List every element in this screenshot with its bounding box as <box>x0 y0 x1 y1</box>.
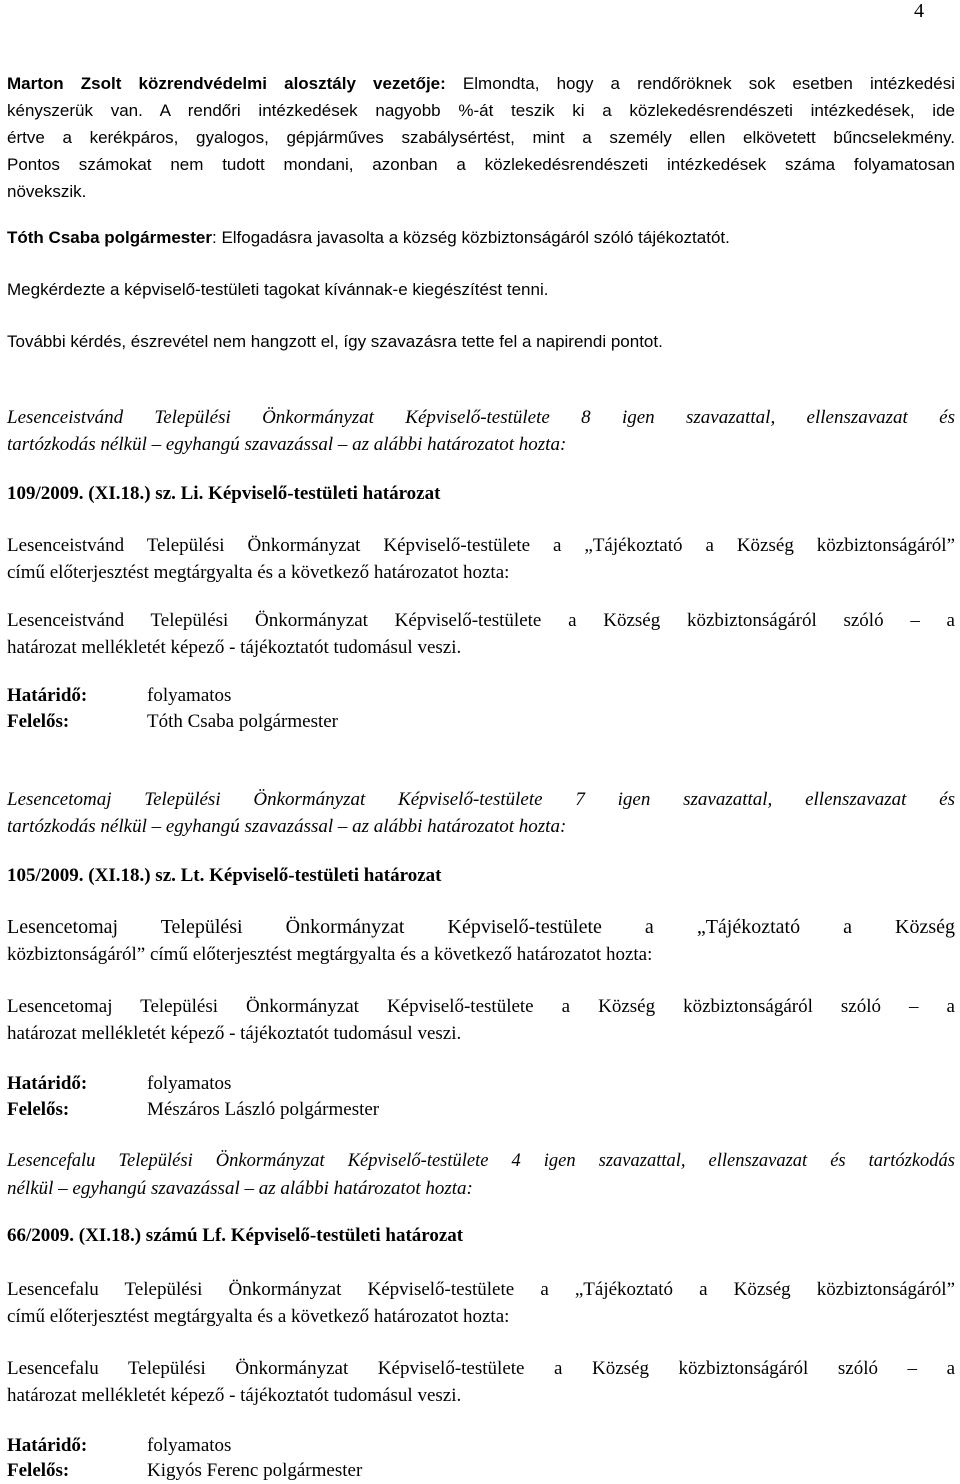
responsible-value: Mészáros László polgármester <box>147 1099 380 1120</box>
vote-call-paragraph: További kérdés, észrevétel nem hangzott el, így szavazásra tette fel a napirendi pontot. <box>7 332 663 351</box>
deadline-label: Határidő: <box>7 1435 88 1456</box>
vote-statement-lesencetomaj <box>7 786 955 840</box>
responsible-value: Tóth Csaba polgármester <box>147 711 339 732</box>
resolution-title: 66/2009. (XI.18.) számú Lf. Képviselő-testületi határozat <box>7 1225 464 1246</box>
vote-line: tartózkodás nélkül – egyhangú szavazással – az alábbi határozatot hozta: <box>7 816 567 837</box>
deadline-row <box>7 1070 231 1097</box>
resolution-line: Lesenceistvánd Települési Önkormányzat Képviselő-testülete a „Tájékoztató a Község közbiztonságáról” <box>7 535 955 556</box>
responsible-row <box>7 708 338 735</box>
resolution-decision <box>7 1355 955 1409</box>
speech-marton-zsolt <box>7 70 955 205</box>
resolution-line: Lesencetomaj Települési Önkormányzat Képviselő-testülete a Község közbiztonságáról szóló – a <box>7 996 955 1017</box>
vote-statement-lesencefalu <box>7 1148 955 1202</box>
responsible-label: Felelős: <box>7 711 70 732</box>
speech-line <box>7 70 955 97</box>
deadline-row <box>7 1432 231 1459</box>
deadline-label: Határidő: <box>7 685 88 706</box>
resolution-line: című előterjesztést megtárgyalta és a következő határozatot hozta: <box>7 562 510 583</box>
speech-line: értve a kerékpáros, gyalogos, gépjárműves szabálysértést, mint a személy ellen elkövetett bűncselekmény. <box>7 128 955 147</box>
deadline-label: Határidő: <box>7 1073 88 1094</box>
vote-line: nélkül – egyhangú szavazással – az alábbi határozatot hozta: <box>7 1178 473 1199</box>
resolution-line: Lesencefalu Települési Önkormányzat Képviselő-testülete a „Tájékoztató a Község közbiztonságáról” <box>7 1279 955 1300</box>
speaker-name: Marton Zsolt közrendvédelmi alosztály vezetője: <box>7 74 446 93</box>
vote-line: Lesencefalu Települési Önkormányzat Képviselő-testülete 4 igen szavazattal, ellenszavazat és tartózkodás <box>7 1151 955 1171</box>
vote-statement-lesenceistvand <box>7 404 955 458</box>
resolution-title: 105/2009. (XI.18.) sz. Lt. Képviselő-testületi határozat <box>7 865 442 886</box>
resolution-preamble <box>7 914 955 968</box>
speech-toth-csaba <box>7 224 955 251</box>
deadline-value: folyamatos <box>147 685 232 706</box>
resolution-line: közbiztonságáról” című előterjesztést megtárgyalta és a következő határozatot hozta: <box>7 944 653 965</box>
speech-text: : Elfogadásra javasolta a község közbiztonságáról szóló tájékoztatót. <box>212 228 730 247</box>
resolution-preamble <box>7 1276 955 1330</box>
resolution-decision <box>7 607 955 661</box>
resolution-preamble <box>7 532 955 586</box>
vote-line: tartózkodás nélkül – egyhangú szavazással – az alábbi határozatot hozta: <box>7 434 567 455</box>
speaker-name: Tóth Csaba polgármester <box>7 228 212 247</box>
page-number: 4 <box>914 0 924 22</box>
deadline-row <box>7 682 231 709</box>
deadline-value: folyamatos <box>147 1073 232 1094</box>
resolution-line: Lesencefalu Települési Önkormányzat Képviselő-testülete a Község közbiztonságáról szóló – a <box>7 1358 955 1379</box>
responsible-value: Kigyós Ferenc polgármester <box>147 1460 363 1481</box>
responsible-row <box>7 1457 362 1484</box>
resolution-line: című előterjesztést megtárgyalta és a következő határozatot hozta: <box>7 1306 510 1327</box>
deadline-value: folyamatos <box>147 1435 232 1456</box>
speech-line: Pontos számokat nem tudott mondani, azonban a közlekedésrendészeti intézkedések száma folyamatosan <box>7 155 955 174</box>
resolution-title: 109/2009. (XI.18.) sz. Li. Képviselő-testületi határozat <box>7 483 441 504</box>
resolution-line: Lesenceistvánd Települési Önkormányzat Képviselő-testülete a Község közbiztonságáról szóló – a <box>7 610 955 631</box>
responsible-row <box>7 1096 379 1123</box>
speech-line: kényszerük van. A rendőri intézkedések nagyobb %-át teszik ki a közlekedésrendészeti intézkedések, ide <box>7 101 955 120</box>
resolution-line: határozat mellékletét képező - tájékoztatót tudomásul veszi. <box>7 1385 462 1406</box>
question-paragraph: Megkérdezte a képviselő-testületi tagokat kívánnak-e kiegészítést tenni. <box>7 280 549 299</box>
responsible-label: Felelős: <box>7 1460 70 1481</box>
responsible-label: Felelős: <box>7 1099 70 1120</box>
speech-line: növekszik. <box>7 182 87 201</box>
resolution-line: határozat mellékletét képező - tájékoztatót tudomásul veszi. <box>7 1023 462 1044</box>
vote-line: Lesenceistvánd Települési Önkormányzat Képviselő-testülete 8 igen szavazattal, ellenszavazat és <box>7 407 955 428</box>
resolution-decision <box>7 993 955 1047</box>
speech-text: Elmondta, hogy a rendőröknek sok esetben intézkedési <box>445 74 955 93</box>
vote-line: Lesencetomaj Települési Önkormányzat Képviselő-testülete 7 igen szavazattal, ellenszavazat és <box>7 789 955 810</box>
resolution-line: határozat mellékletét képező - tájékoztatót tudomásul veszi. <box>7 637 462 658</box>
resolution-line: Lesencetomaj Települési Önkormányzat Képviselő-testülete a „Tájékoztató a Község <box>7 916 955 938</box>
